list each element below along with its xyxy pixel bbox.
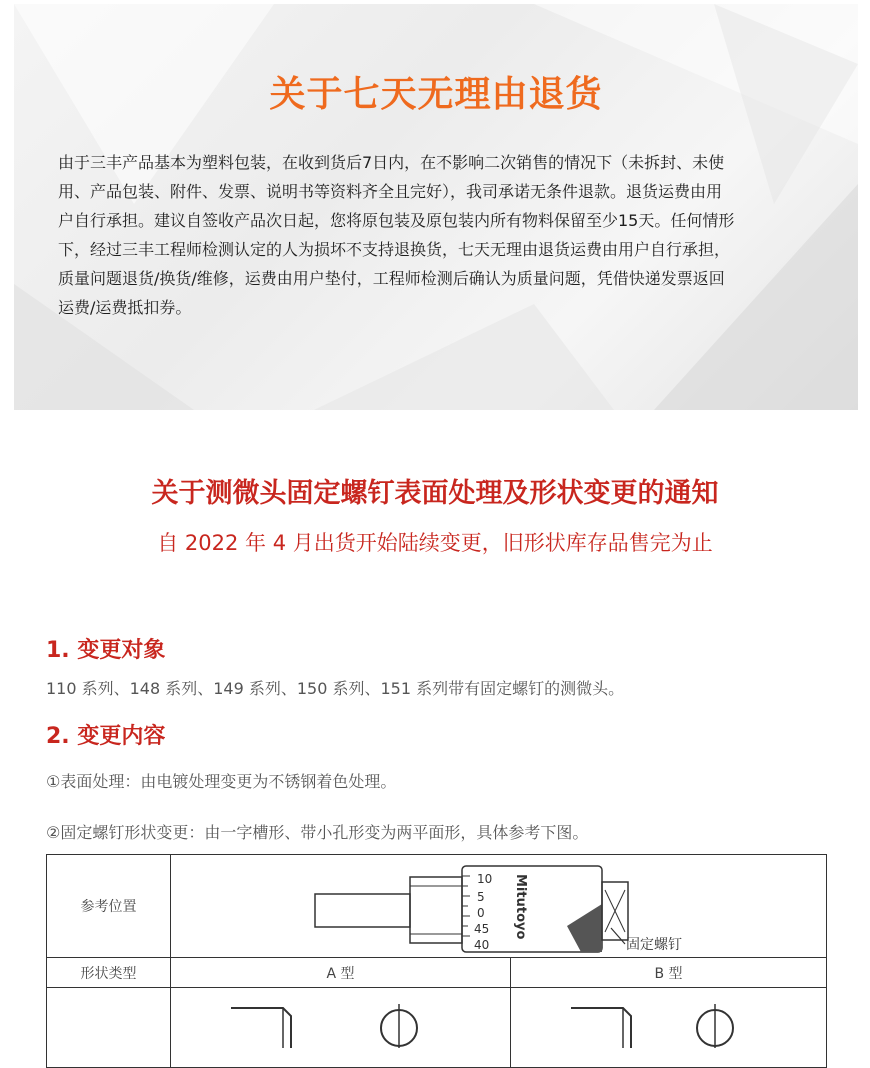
type-b-screw-drawing — [511, 988, 821, 1048]
type-a-figure — [171, 988, 511, 1068]
fixing-screw-label: 固定螺钉 — [626, 937, 682, 953]
policy-line: 质量问题退货/换货/维修，运费由用户垫付，工程师检测后确认为质量问题，凭借快递发票返回 — [58, 269, 725, 288]
shape-figure-blank — [47, 988, 171, 1068]
scale-number: 40 — [474, 938, 490, 952]
type-a-screw-drawing — [171, 988, 501, 1048]
reference-position-figure — [171, 855, 827, 958]
reference-position-label: 参考位置 — [47, 855, 171, 958]
section1-text: 110 系列、148 系列、149 系列、150 系列、151 系列带有固定螺钉的测微头。 — [46, 679, 625, 698]
brand-text: Mitutoyo — [513, 874, 528, 940]
micrometer-head-diagram — [171, 856, 826, 956]
notice-subtitle: 自 2022 年 4 月出货开始陆续变更，旧形状库存品售完为止 — [157, 531, 713, 555]
policy-line: 户自行承担。建议自签收产品次日起，您将原包装及原包装内所有物料保留至少15天。任何情形 — [58, 211, 735, 230]
section2-item2: ②固定螺钉形状变更：由一字槽形、带小孔形变为两平面形，具体参考下图。 — [46, 823, 589, 842]
scale-number: 45 — [474, 922, 490, 936]
policy-line: 用、产品包装、附件、发票、说明书等资料齐全且完好），我司承诺无条件退款。退货运费由用 — [58, 182, 723, 201]
scale-number: 5 — [477, 890, 485, 904]
knurl-pattern — [567, 904, 602, 952]
policy-line: 下，经过三丰工程师检测认定的人为损坏不支持退换货，七天无理由退货运费由用户自行承担， — [58, 240, 731, 259]
return-policy-text — [58, 148, 828, 322]
scale-number: 10 — [477, 872, 493, 886]
type-a-label: A 型 — [171, 958, 511, 988]
section2-item1: ①表面处理：由电镀处理变更为不锈钢着色处理。 — [46, 772, 397, 791]
section2-heading: 2. 变更内容 — [46, 724, 166, 749]
type-b-figure — [511, 988, 827, 1068]
screw-leader-line — [611, 928, 625, 944]
shape-type-label: 形状类型 — [47, 958, 171, 988]
return-policy-title: 关于七天无理由退货 — [269, 74, 603, 115]
section1-heading: 1. 变更对象 — [46, 638, 166, 663]
type-b-label: B 型 — [511, 958, 827, 988]
return-policy-panel — [14, 4, 858, 410]
notice-title: 关于测微头固定螺钉表面处理及形状变更的通知 — [151, 478, 719, 509]
shape-comparison-table — [46, 854, 827, 1068]
scale-ticks — [462, 876, 470, 936]
policy-line: 运费/运费抵扣券。 — [58, 298, 192, 317]
policy-line: 由于三丰产品基本为塑料包装，在收到货后7日内，在不影响二次销售的情况下（未拆封、未使 — [58, 153, 725, 172]
scale-number: 0 — [477, 906, 485, 920]
